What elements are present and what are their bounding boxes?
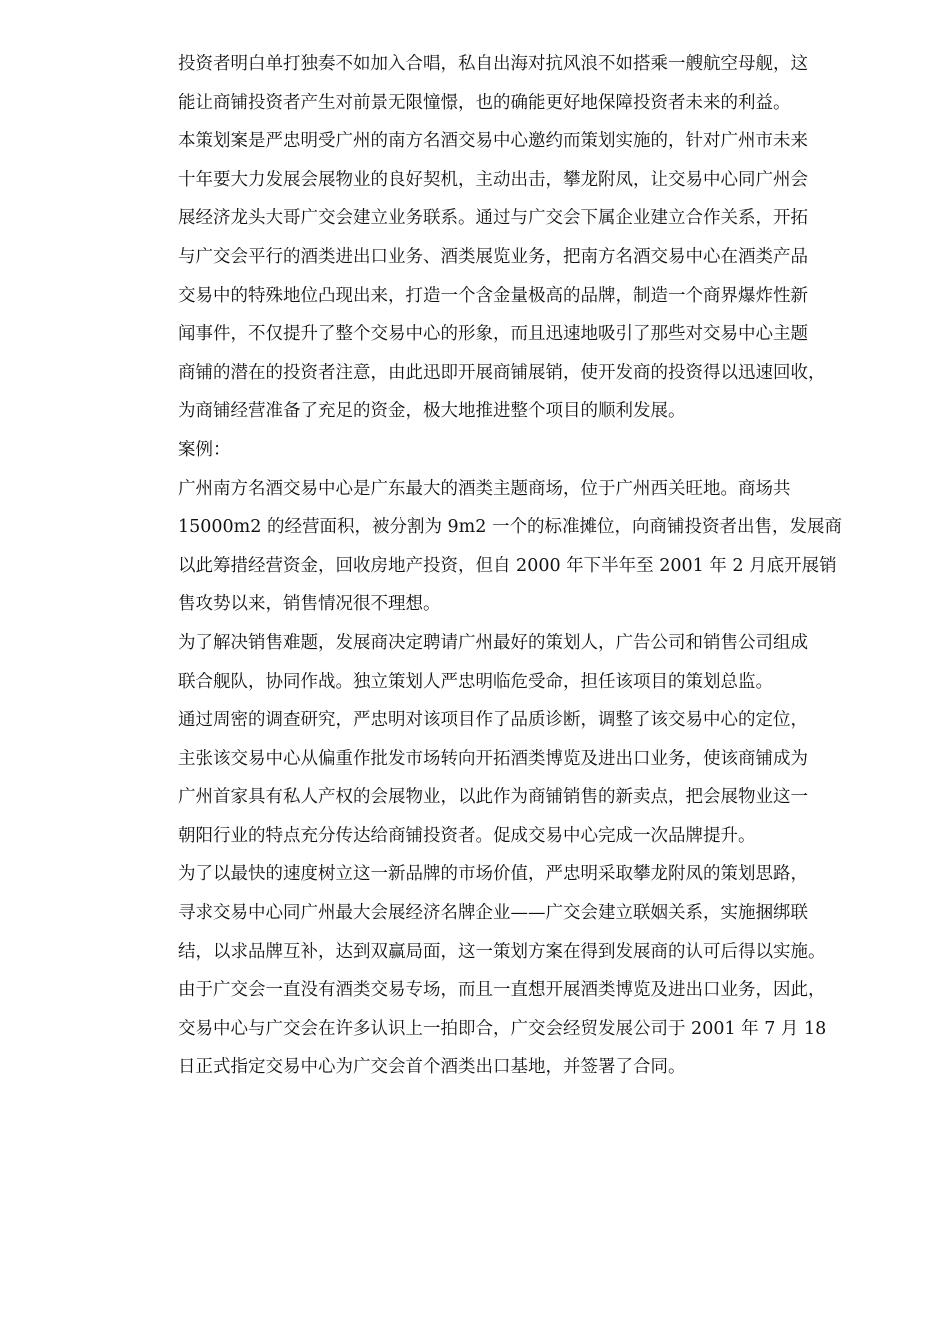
text-line: 日正式指定交易中心为广交会首个酒类出口基地，并签署了合同。 [178,1057,686,1078]
text-line: 15000m2 的经营面积，被分割为 9m2 一个的标准摊位，向商铺投资者出售，发展商 [178,517,842,538]
text-line: 以此筹措经营资金，回收房地产投资，但自 2000 年下半年至 2001 年 2 月底开展销 [178,555,837,576]
text-line: 为商铺经营准备了充足的资金，极大地推进整个项目的顺利发展。 [178,401,686,422]
text-line: 十年要大力发展会展物业的良好契机，主动出击，攀龙附凤，让交易中心同广州会 [178,169,808,190]
text-line: 展经济龙头大哥广交会建立业务联系。通过与广交会下属企业建立合作关系，开拓 [178,208,808,229]
text-line: 售攻势以来，销售情况很不理想。 [178,594,441,615]
text-line: 为了解决销售难题，发展商决定聘请广州最好的策划人，广告公司和销售公司组成 [178,632,808,653]
text-line: 交易中的特殊地位凸现出来，打造一个含金量极高的品牌，制造一个商界爆炸性新 [178,285,808,306]
text-line: 本策划案是严忠明受广州的南方名酒交易中心邀约而策划实施的，针对广州市未来 [178,131,808,152]
text-line: 为了以最快的速度树立这一新品牌的市场价值，严忠明采取攀龙附凤的策划思路， [178,864,808,885]
text-line: 广州南方名酒交易中心是广东最大的酒类主题商场，位于广州西关旺地。商场共 [178,478,791,499]
text-line: 交易中心与广交会在许多认识上一拍即合，广交会经贸发展公司于 2001 年 7 月 18 [178,1018,827,1039]
text-line: 商铺的潜在的投资者注意，由此迅即开展商铺展销，使开发商的投资得以迅速回收， [178,362,826,383]
text-line: 通过周密的调查研究，严忠明对该项目作了品质诊断，调整了该交易中心的定位， [178,710,808,731]
text-line: 结，以求品牌互补，达到双赢局面，这一策划方案在得到发展商的认可后得以实施。 [178,941,826,962]
text-line: 投资者明白单打独奏不如加入合唱，私自出海对抗风浪不如搭乘一艘航空母舰，这 [178,54,808,74]
text-line: 能让商铺投资者产生对前景无限憧憬，也的确能更好地保障投资者未来的利益。 [178,92,791,113]
text-line: 寻求交易中心同广州最大会展经济名牌企业——广交会建立联姻关系，实施捆绑联 [178,903,808,924]
body-text [178,45,878,1087]
section-label: 案例： [178,439,231,460]
text-line: 主张该交易中心从偏重作批发市场转向开拓酒类博览及进出口业务，使该商铺成为 [178,748,808,769]
text-line: 朝阳行业的特点充分传达给商铺投资者。促成交易中心完成一次品牌提升。 [178,825,756,846]
text-line: 与广交会平行的酒类进出口业务、酒类展览业务，把南方名酒交易中心在酒类产品 [178,246,808,267]
text-line: 由于广交会一直没有酒类交易专场，而且一直想开展酒类博览及进出口业务，因此， [178,980,826,1001]
text-line: 联合舰队，协同作战。独立策划人严忠明临危受命，担任该项目的策划总监。 [178,671,773,692]
text-line: 广州首家具有私人产权的会展物业，以此作为商铺销售的新卖点，把会展物业这一 [178,787,808,808]
text-line: 闻事件，不仅提升了整个交易中心的形象，而且迅速地吸引了那些对交易中心主题 [178,324,808,345]
